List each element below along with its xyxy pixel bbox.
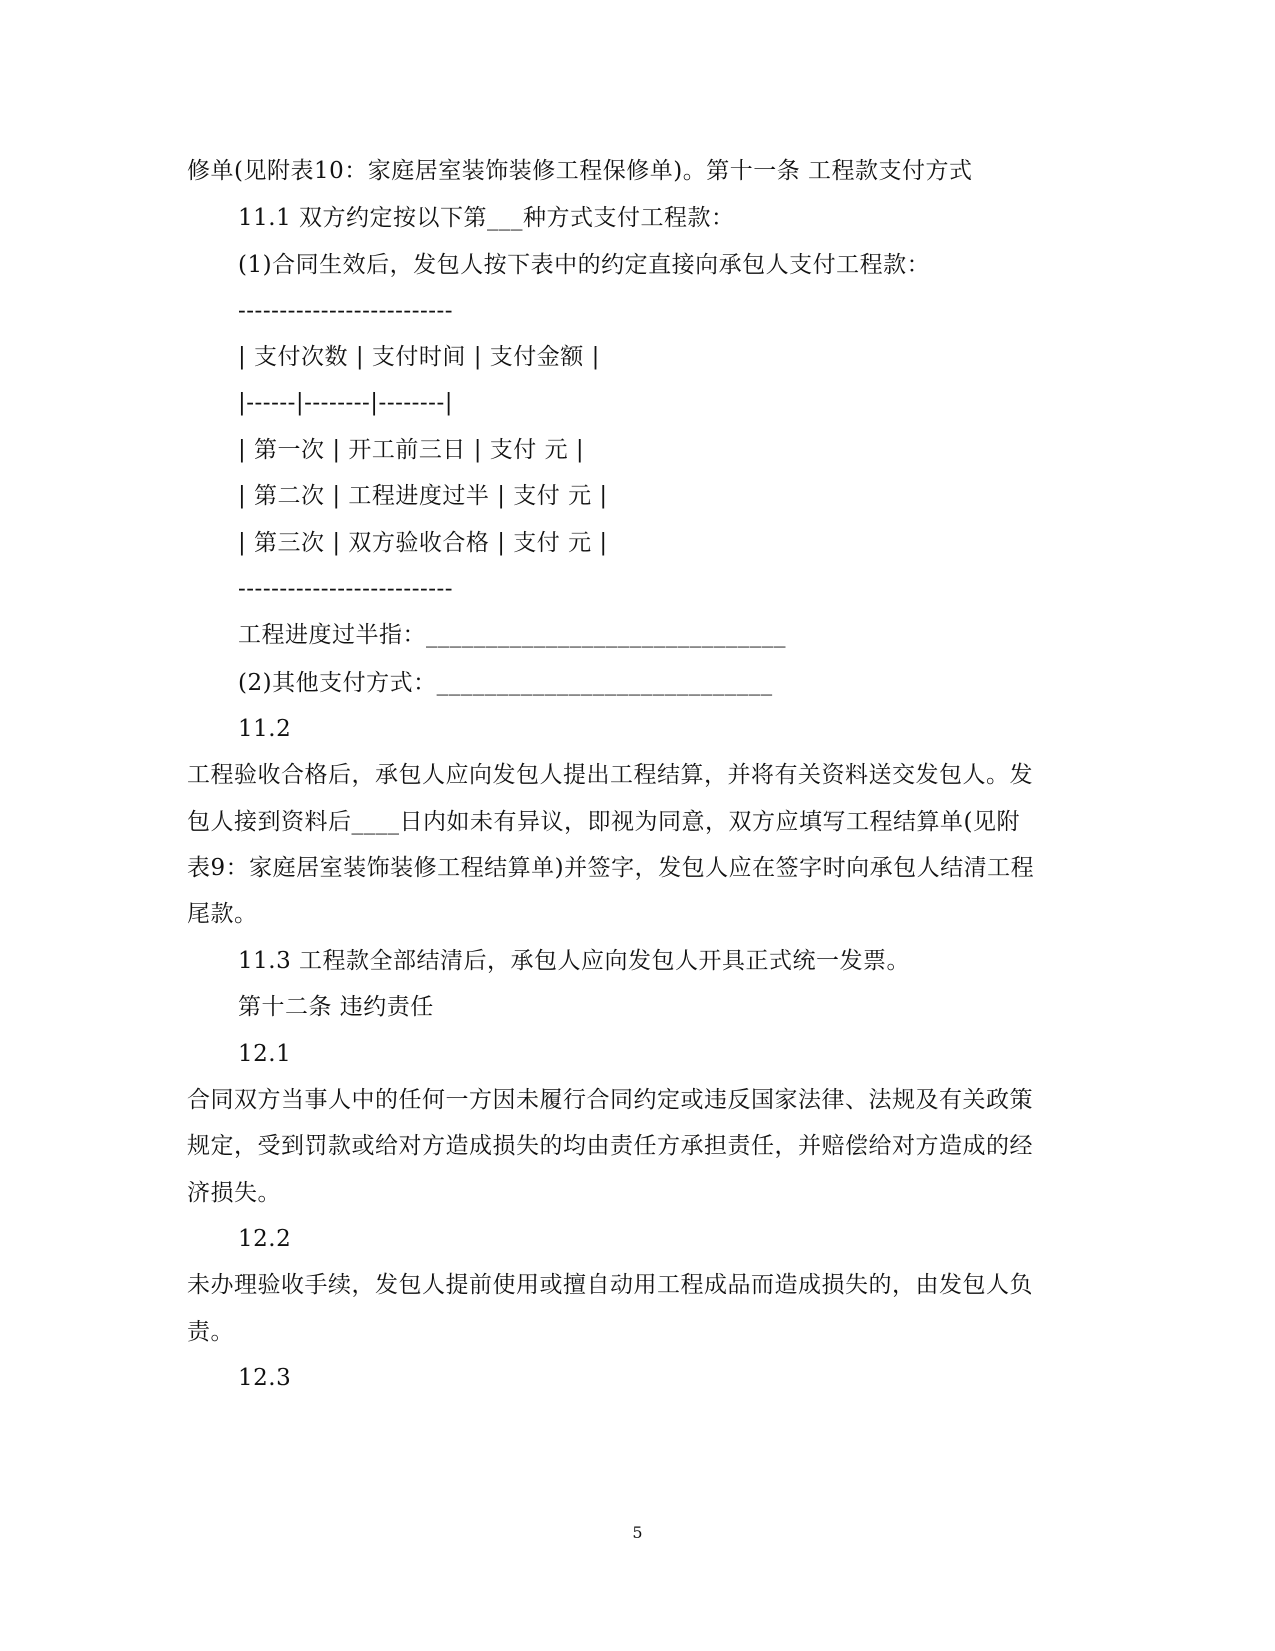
text-line: (2)其他支付方式：____________________________ <box>238 670 773 696</box>
table-row: | 第三次 | 双方验收合格 | 支付 元 | <box>238 530 608 556</box>
table-header-row: | 支付次数 | 支付时间 | 支付金额 | <box>238 344 600 370</box>
table-border-line: -------------------------- <box>238 576 454 602</box>
text-line: 工程验收合格后，承包人应向发包人提出工程结算，并将有关资料送交发包人。发 <box>187 762 1033 788</box>
clause-number: 12.1 <box>238 1041 292 1067</box>
text-line: 责。 <box>187 1319 234 1345</box>
clause-number: 11.2 <box>238 716 292 742</box>
text-line: 合同双方当事人中的任何一方因未履行合同约定或违反国家法律、法规及有关政策 <box>187 1087 1033 1113</box>
clause-number: 12.2 <box>238 1226 292 1252</box>
text-line: 11.1 双方约定按以下第___种方式支付工程款： <box>238 205 735 231</box>
table-row: | 第二次 | 工程进度过半 | 支付 元 | <box>238 483 608 509</box>
table-border-line: -------------------------- <box>238 298 454 324</box>
text-line: 尾款。 <box>187 901 258 927</box>
text-line: 工程进度过半指：______________________________ <box>238 622 786 648</box>
text-line: 修单(见附表10：家庭居室装饰装修工程保修单)。第十一条 工程款支付方式 <box>187 158 973 184</box>
text-line: 未办理验收手续，发包人提前使用或擅自动用工程成品而造成损失的，由发包人负 <box>187 1272 1033 1298</box>
page-number: 5 <box>632 1523 643 1542</box>
table-separator-row: |------|--------|--------| <box>238 390 453 416</box>
text-line: 表9：家庭居室装饰装修工程结算单)并签字，发包人应在签字时向承包人结清工程 <box>187 855 1035 881</box>
table-row: | 第一次 | 开工前三日 | 支付 元 | <box>238 437 585 463</box>
text-line: (1)合同生效后，发包人按下表中的约定直接向承包人支付工程款： <box>238 252 931 278</box>
section-heading: 第十二条 违约责任 <box>238 994 434 1020</box>
text-line: 包人接到资料后____日内如未有异议，即视为同意，双方应填写工程结算单(见附 <box>187 809 1020 835</box>
text-line: 11.3 工程款全部结清后，承包人应向发包人开具正式统一发票。 <box>238 948 911 974</box>
text-line: 规定，受到罚款或给对方造成损失的均由责任方承担责任，并赔偿给对方造成的经 <box>187 1133 1033 1159</box>
text-line: 济损失。 <box>187 1180 281 1206</box>
clause-number: 12.3 <box>238 1365 292 1391</box>
